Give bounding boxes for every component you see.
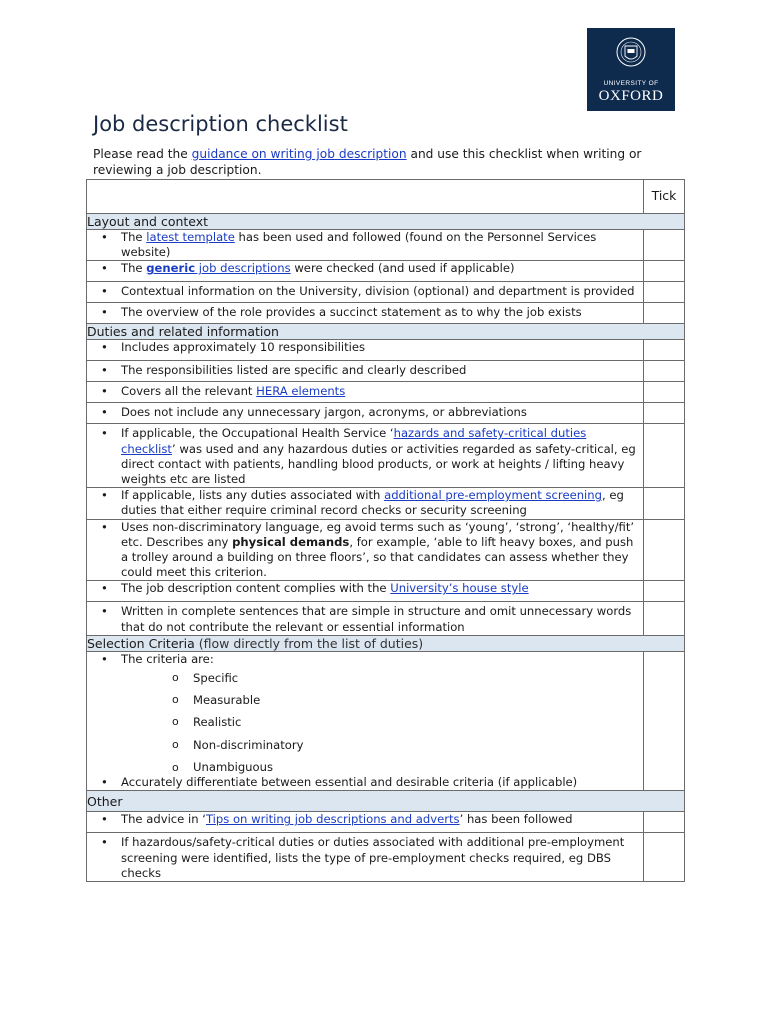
tick-column-header: Tick xyxy=(644,180,685,214)
item-text: The overview of the role provides a succinct statement as to why the job exists xyxy=(121,305,582,320)
tick-cell[interactable] xyxy=(644,303,685,324)
item-text: If applicable, the Occupational Health Service ‘hazards and safety-critical duties checklist’ was used and any hazardous duties or activities regarded as safety-critical, eg direct contact with patients, handling blood products, or work at heights / lifting heavy weights etc are listed xyxy=(121,426,636,487)
house-style-link[interactable]: University’s house style xyxy=(390,581,529,596)
bullet: • xyxy=(101,284,108,299)
tick-cell[interactable] xyxy=(644,361,685,382)
bullet: • xyxy=(101,604,108,619)
item-text: The generic job descriptions were checked (and used if applicable) xyxy=(121,261,515,276)
item-text: Uses non-discriminatory language, eg avoid terms such as ‘young’, ‘strong’, ‘healthy/fit’ etc. Describes any physical demands, for example, ‘able to lift heavy boxes, and push a trolley around a building on three floors’, so that candidates can assess whether they could meet this criterion. xyxy=(121,519,635,580)
section-title: Layout and context xyxy=(87,214,685,230)
list-item: o Unambiguous xyxy=(172,760,274,775)
table-row xyxy=(87,519,685,581)
generic-job-descriptions-link[interactable]: generic job descriptions xyxy=(146,261,291,276)
hazards-checklist-link[interactable]: hazards and safety-critical duties checklist xyxy=(121,426,587,456)
tick-cell[interactable] xyxy=(644,403,685,424)
section-title: Selection Criteria (flow directly from the list of duties) xyxy=(87,636,685,652)
tick-cell[interactable] xyxy=(644,652,685,791)
bullet: • xyxy=(101,775,108,790)
table-row xyxy=(87,488,685,519)
bullet: • xyxy=(101,652,108,667)
tick-cell[interactable] xyxy=(644,230,685,261)
item-text: Written in complete sentences that are simple in structure and omit unnecessary words that do not contribute the relevant or essential information xyxy=(121,604,632,634)
bullet: • xyxy=(101,405,108,420)
bullet: • xyxy=(101,426,108,441)
bullet: • xyxy=(101,488,108,503)
bullet: • xyxy=(101,261,108,276)
list-item: o Specific xyxy=(172,670,239,685)
item-text: Covers all the relevant HERA elements xyxy=(121,384,346,399)
table-row xyxy=(87,303,685,324)
tick-cell[interactable] xyxy=(644,812,685,833)
table-row xyxy=(87,403,685,424)
list-item: o Measurable xyxy=(172,693,261,708)
crest-icon xyxy=(615,34,647,76)
bullet: • xyxy=(101,384,108,399)
item-text: The advice in ‘Tips on writing job descriptions and adverts’ has been followed xyxy=(121,812,573,827)
list-item: o Non-discriminatory xyxy=(172,737,304,752)
intro-text: Please read the xyxy=(93,147,192,161)
item-text: Accurately differentiate between essential and desirable criteria (if applicable) xyxy=(121,775,578,790)
item-text: The criteria are: xyxy=(121,652,214,667)
bullet: • xyxy=(101,519,108,534)
section-layout-context xyxy=(87,214,685,230)
guidance-link[interactable]: guidance on writing job description xyxy=(191,147,407,161)
tick-cell[interactable] xyxy=(644,382,685,403)
tick-cell[interactable] xyxy=(644,833,685,882)
table-row xyxy=(87,833,685,882)
page-title: Job description checklist xyxy=(93,112,348,136)
tick-cell[interactable] xyxy=(644,424,685,488)
tick-cell[interactable] xyxy=(644,581,685,602)
section-duties xyxy=(87,324,685,340)
tips-link[interactable]: Tips on writing job descriptions and adverts xyxy=(205,812,460,827)
table-row xyxy=(87,581,685,602)
bullet: • xyxy=(101,230,108,244)
bullet: • xyxy=(101,581,108,596)
tick-cell[interactable] xyxy=(644,340,685,361)
section-title: Duties and related information xyxy=(87,324,685,340)
table-row xyxy=(87,282,685,303)
bullet: • xyxy=(101,812,108,827)
table-row xyxy=(87,382,685,403)
bullet: • xyxy=(101,363,108,378)
tick-cell[interactable] xyxy=(644,602,685,636)
table-row xyxy=(87,340,685,361)
checklist-table xyxy=(86,179,685,882)
table-row xyxy=(87,230,685,261)
table-row xyxy=(87,424,685,488)
bullet: • xyxy=(101,305,108,320)
item-text: If hazardous/safety-critical duties or duties associated with additional pre-employment screening were identified, lists the type of pre-employment checks required, eg DBS checks xyxy=(121,835,625,880)
intro-paragraph xyxy=(93,146,653,178)
section-other xyxy=(87,791,685,812)
section-title: Other xyxy=(87,791,685,812)
table-row xyxy=(87,812,685,833)
latest-template-link[interactable]: latest template xyxy=(146,230,235,244)
hera-elements-link[interactable]: HERA elements xyxy=(256,384,346,399)
list-item: o Realistic xyxy=(172,715,242,730)
logo-text-university-of: UNIVERSITY OF xyxy=(603,80,659,87)
bullet: • xyxy=(101,340,108,355)
logo-text-oxford: OXFORD xyxy=(598,88,664,104)
table-row xyxy=(87,361,685,382)
table-row xyxy=(87,652,685,791)
pre-employment-screening-link[interactable]: additional pre-employment screening xyxy=(384,488,602,503)
table-header-row xyxy=(87,180,685,214)
tick-cell[interactable] xyxy=(644,261,685,282)
header-blank-cell xyxy=(87,180,644,214)
table-row xyxy=(87,261,685,282)
item-text: The latest template has been used and followed (found on the Personnel Services website) xyxy=(121,230,597,260)
item-text: The job description content complies with the University’s house style xyxy=(121,581,529,596)
tick-cell[interactable] xyxy=(644,282,685,303)
tick-cell[interactable] xyxy=(644,519,685,581)
bullet: • xyxy=(101,835,108,850)
item-text: Does not include any unnecessary jargon, acronyms, or abbreviations xyxy=(121,405,527,420)
intro-text-after: and use this checklist when writing or reviewing a job description. xyxy=(93,147,642,177)
table-row xyxy=(87,602,685,636)
tick-cell[interactable] xyxy=(644,488,685,519)
item-text: Includes approximately 10 responsibilities xyxy=(121,340,366,355)
section-selection-criteria xyxy=(87,636,685,652)
item-text: Contextual information on the University, division (optional) and department is provided xyxy=(121,284,635,299)
item-text: If applicable, lists any duties associated with additional pre-employment screening, eg duties that either require criminal record checks or security screening xyxy=(121,488,624,518)
university-logo xyxy=(587,28,675,111)
item-text: The responsibilities listed are specific and clearly described xyxy=(121,363,467,378)
